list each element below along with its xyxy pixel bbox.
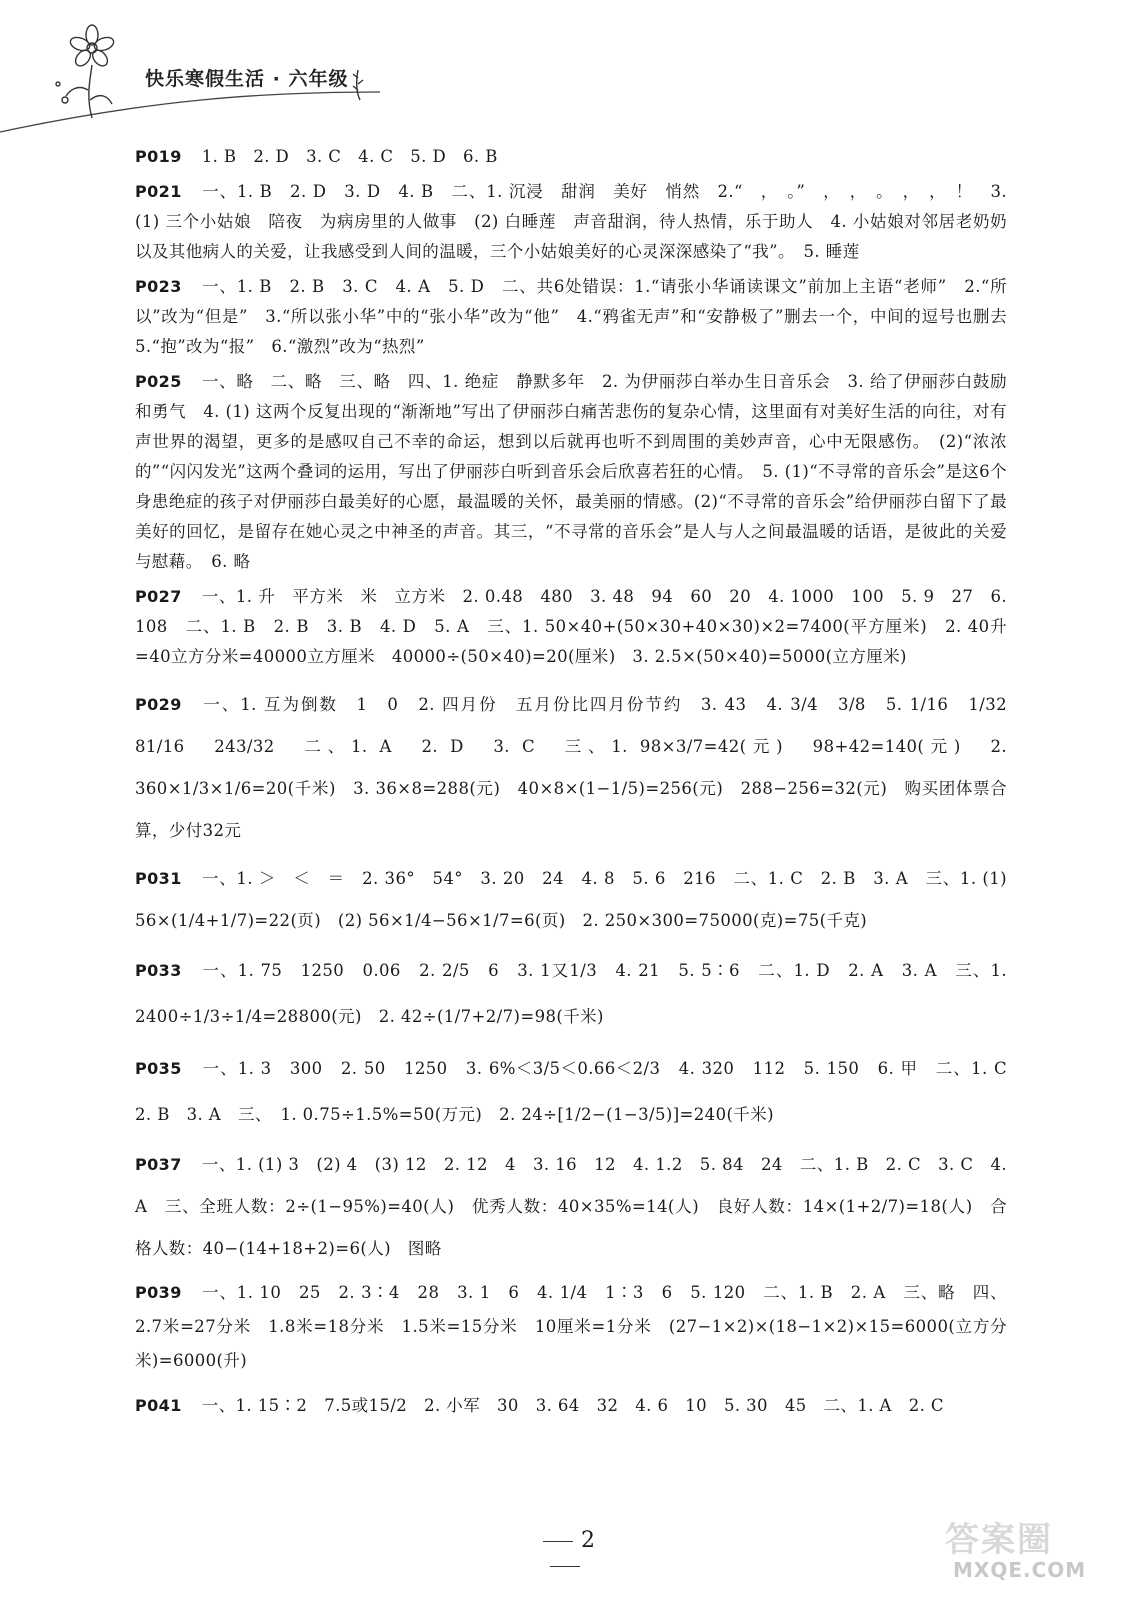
answer-text: 一、1. B 2. D 3. D 4. B 二、1. 沉浸 甜润 美好 悄然 2.“ ， 。” ， ， 。 ， ， ！ 3. (1) 三个小姑娘 陪夜 为病房里的人做事 (2) 白睡莲 声音甜润，待人热情，乐于助人 4. 小姑娘对邻居老奶奶以及其他病人的关爱，让我感受到人间的温暖，三个小姑娘美好的心灵深深感染了“我”。 5. 睡莲 bbox=[135, 182, 1007, 261]
answer-p025 bbox=[135, 367, 1007, 577]
answer-code: P019 bbox=[135, 147, 182, 166]
answer-p037 bbox=[135, 1144, 1007, 1270]
answer-code: P033 bbox=[135, 961, 182, 980]
answer-text: 一、1. B 2. B 3. C 4. A 5. D 二、共6处错误：1.“请张小华诵读课文”前加上主语“老师” 2.“所以”改为“但是” 3.“所以张小华”中的“张小华”改为“他” 4.“鸦雀无声”和“安静极了”删去一个，中间的逗号也删去 5.“抱”改为“报” 6.“激烈”改为“热烈” bbox=[135, 277, 1024, 356]
answer-p039 bbox=[135, 1276, 1007, 1378]
answer-code: P041 bbox=[135, 1396, 182, 1415]
answer-code: P021 bbox=[135, 182, 182, 201]
answer-p029 bbox=[135, 684, 1024, 852]
answer-text: 一、略 二、略 三、略 四、1. 绝症 静默多年 2. 为伊丽莎白举办生日音乐会 3. 给了伊丽莎白鼓励和勇气 4. (1) 这两个反复出现的“渐渐地”写出了伊丽莎白痛苦悲伤的复杂心情，这里面有对美好生活的向往，对有声世界的渴望，更多的是感叹自己不幸的命运，想到以后就再也听不到周围的美妙声音，心中无限感伤。 (2)“浓浓的”“闪闪发光”这两个叠词的运用，写出了伊丽莎白听到音乐会后欣喜若狂的心情。 5. (1)“不寻常的音乐会”是这6个身患绝症的孩子对伊丽莎白最美好的心愿，最温暖的关怀，最美丽的情感。(2)“不寻常的音乐会”给伊丽莎白留下了最美好的回忆，是留存在她心灵之中神圣的声音。其三，“不寻常的音乐会”是人与人之间最温暖的话语，是彼此的关爱与慰藉。 6. 略 bbox=[135, 372, 1007, 571]
answer-text: 一、1. 升 平方米 米 立方米 2. 0.48 480 3. 48 94 60 20 4. 1000 100 5. 9 27 6. 108 二、1. B 2. B 3. B 4. D 5. A 三、1. 50×40+(50×30+40×30)×2=7400(平方厘米) 2. 40升=40立方分米=40000立方厘米 40000÷(50×40)=20(厘米) 3. 2.5×(50×40)=5000(立方厘米) bbox=[135, 587, 1007, 666]
watermark-logo bbox=[935, 1512, 1105, 1592]
answer-list bbox=[135, 142, 1024, 1426]
page-number-dash bbox=[543, 1541, 573, 1542]
answer-p021 bbox=[135, 177, 1007, 267]
answer-p033 bbox=[135, 948, 1007, 1040]
answer-text: 一、1. ＞ ＜ ＝ 2. 36° 54° 3. 20 24 4. 8 5. 6 216 二、1. C 2. B 3. A 三、1. (1) 56×(1/4+1/7)=22(页) (2) 56×1/4−56×1/7=6(页) 2. 250×300=75000(克)=75(千克) bbox=[135, 869, 1007, 930]
answer-p027 bbox=[135, 582, 1007, 672]
answer-p041 bbox=[135, 1386, 1007, 1426]
answer-text: 1. B 2. D 3. C 4. C 5. D 6. B bbox=[201, 147, 498, 166]
answer-text: 一、1. 10 25 2. 3∶4 28 3. 1 6 4. 1/4 1∶3 6 5. 120 二、1. B 2. A 三、略 四、2.7米=27分米 1.8米=18分米 1.5米=15分米 10厘米=1分米 (27−1×2)×(18−1×2)×15=6000(立方分米)=6000(升) bbox=[135, 1283, 1007, 1370]
answer-p023 bbox=[135, 272, 1024, 362]
watermark-url: MXQE.COM bbox=[953, 1558, 1087, 1582]
answer-code: P029 bbox=[135, 695, 182, 714]
page-number-text: 2 bbox=[581, 1528, 595, 1553]
header-title: 快乐寒假生活 · 六年级 bbox=[145, 68, 349, 90]
answer-p031 bbox=[135, 858, 1007, 942]
page-header bbox=[0, 0, 1130, 145]
answer-code: P023 bbox=[135, 277, 182, 296]
answer-text: 一、1. (1) 3 (2) 4 (3) 12 2. 12 4 3. 16 12 4. 1.2 5. 84 24 二、1. B 2. C 3. C 4. A 三、全班人数：2÷(1−95%)=40(人) 优秀人数：40×35%=14(人) 良好人数：14×(1+2/7)=18(人) 合格人数：40−(14+18+2)=6(人) 图略 bbox=[135, 1155, 1007, 1258]
answer-text: 一、1. 3 300 2. 50 1250 3. 6%＜3/5＜0.66＜2/3 4. 320 112 5. 150 6. 甲 二、1. C 2. B 3. A 三、 1. 0.75÷1.5%=50(万元) 2. 24÷[1/2−(1−3/5)]=240(千米) bbox=[135, 1059, 1024, 1124]
answer-p035 bbox=[135, 1046, 1024, 1138]
answer-text: 一、1. 75 1250 0.06 2. 2/5 6 3. 1又1/3 4. 21 5. 5∶6 二、1. D 2. A 3. A 三、1. 2400÷1/3÷1/4=28800(元) 2. 42÷(1/7+2/7)=98(千米) bbox=[135, 961, 1007, 1026]
answer-code: P037 bbox=[135, 1155, 182, 1174]
answer-p019 bbox=[135, 142, 1007, 172]
answer-code: P031 bbox=[135, 869, 182, 888]
watermark-logo-text: 答案圈 bbox=[945, 1520, 1053, 1560]
answer-code: P027 bbox=[135, 587, 182, 606]
answer-text: 一、1. 互为倒数 1 0 2. 四月份 五月份比四月份节约 3. 43 4. 3/4 3/8 5. 1/16 1/32 81/16 243/32 二、1. A 2. D 3. C 三、1. 98×3/7=42(元) 98+42=140(元) 2. 360×1/3×1/6=20(千米) 3. 36×8=288(元) 40×8×(1−1/5)=256(元) 288−256=32(元) 购买团体票合算，少付32元 bbox=[135, 695, 1024, 840]
answer-code: P039 bbox=[135, 1283, 182, 1302]
answer-code: P035 bbox=[135, 1059, 182, 1078]
answer-text: 一、1. 15∶2 7.5或15/2 2. 小军 30 3. 64 32 4. 6 10 5. 30 45 二、1. A 2. C bbox=[201, 1396, 944, 1415]
page-number bbox=[515, 1528, 615, 1578]
page-number-dash bbox=[550, 1566, 580, 1567]
answer-code: P025 bbox=[135, 372, 182, 391]
